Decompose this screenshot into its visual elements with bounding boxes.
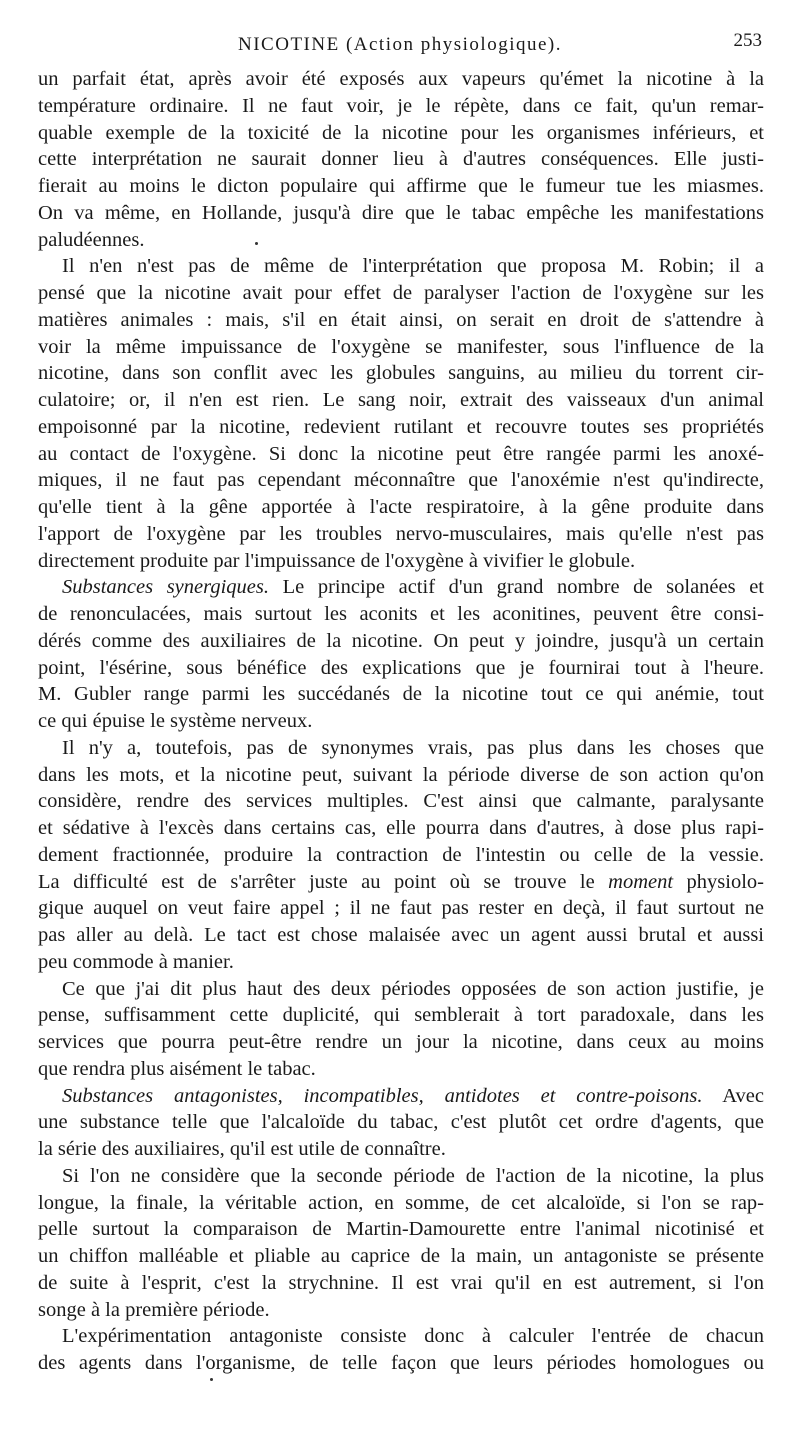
italic-word: moment [608,870,674,893]
line-text: fierait au moins le dicton populaire qui affirme que le fumeur tue les miasmes. [38,175,764,197]
page-number: 253 [733,30,762,51]
line-text: Le principe actif d'un grand nombre de solanées et [269,576,764,599]
text-line [38,385,764,415]
line-text: pas aller au delà. Le tact est chose malaisée avec un agent aussi brutal et aussi [38,924,764,946]
line-text: Si l'on ne considère que la seconde période de l'action de la nicotine, la plus [62,1164,764,1187]
line-text: directement produite par l'impuissance de l'oxygène à vivifier le globule. [38,549,636,572]
text-line [38,492,764,522]
text-line [38,64,764,94]
line-text: pensé que la nicotine avait pour effet de paralyser l'action de l'oxygène sur les [38,282,764,304]
line-text: empoisonné par la nicotine, redevient rutilant et recouvre toutes ses propriétés [38,415,764,438]
line-text: Avec [702,1084,764,1107]
text-line [38,198,764,228]
text-line [38,1054,764,1084]
text-line [38,1268,764,1298]
line-text: cette interprétation ne saurait donner lieu à d'autres conséquences. Elle justi- [38,148,764,171]
text-line [38,546,764,576]
line-text: des agents dans l'organisme, de telle façon que leurs périodes homologues ou [38,1352,764,1374]
running-head [0,30,800,60]
line-text: On va même, en Hollande, jusqu'à dire que le tabac empêche les manifestations [38,201,764,224]
line-text: de suite à l'esprit, c'est la strychnine. Il est vrai qu'il en est autrement, si l'on [38,1271,764,1294]
text-line [62,733,764,763]
text-line [62,1321,764,1351]
text-line [38,599,764,629]
text-line [38,626,764,656]
text-line [38,1188,764,1218]
line-text: considère, rendre des services multiples. C'est ainsi que calmante, paralysante [38,790,764,813]
text-line [38,171,764,201]
line-text: que rendra plus aisément le tabac. [38,1057,316,1080]
line-text: Il n'y a, toutefois, pas de synonymes vrais, pas plus dans les choses que [62,736,764,759]
text-line [62,1161,764,1191]
line-text: la série des auxiliaires, qu'il est utile de connaître. [38,1138,446,1160]
line-text: dérés comme des auxiliaires de la nicotine. On peut y joindre, jusqu'à un certain [38,629,764,652]
line-text: services que pourra peut-être rendre un jour la nicotine, dans ceux au moins [38,1031,764,1053]
line-text: physiolo- [673,870,764,893]
line-text: et sédative à l'excès dans certains cas, elle pourra dans d'autres, à dose plus rapi- [38,817,764,839]
text-line [38,332,764,362]
text-line [38,118,764,148]
text-line [38,920,764,950]
line-text: miques, il ne faut pas cependant méconnaître que l'anoxémie n'est qu'indirecte, [38,469,764,492]
line-text: L'expérimentation antagoniste consiste donc à calculer l'entrée de chacun [62,1325,764,1348]
line-text: quable exemple de la toxicité de la nicotine pour les organismes inférieurs, et [38,121,764,144]
text-line [38,412,764,442]
text-line [38,278,764,308]
text-line [38,1027,764,1057]
line-text: un parfait état, après avoir été exposés aux vapeurs qu'émet la nicotine à la [38,68,764,90]
line-text: matières animales : mais, s'il en était ainsi, on serait en droit de s'attendre à [38,308,764,331]
running-title: NICOTINE (Action physiologique). [238,34,562,55]
ink-speck [255,242,258,245]
text-line [38,225,764,255]
line-text: qu'elle tient à la gêne apportée à l'acte respiratoire, à la gêne produite dans [38,496,764,518]
italic-heading: Substances synergiques. [62,576,269,599]
line-text: Il n'en n'est pas de même de l'interprétation que proposa M. Robin; il a [62,255,764,278]
text-line [38,840,764,870]
line-text: peu commode à manier. [38,950,234,973]
line-text: M. Gubler range parmi les succédanés de la nicotine tout ce qui anémie, tout [38,683,764,706]
line-text: une substance telle que l'alcaloïde du tabac, c'est plutôt cet ordre d'agents, que [38,1111,764,1134]
line-text: pelle surtout la comparaison de Martin-Damourette entre l'animal nicotinisé et [38,1218,764,1241]
text-line [38,1214,764,1244]
text-line [38,1134,764,1164]
text-line [38,893,764,923]
text-line [62,974,764,1004]
text-line [38,358,764,388]
line-text: paludéennes. [38,228,145,251]
text-line [38,760,764,790]
line-text: au contact de l'oxygène. Si donc la nicotine peut être rangée parmi les anoxé- [38,442,764,465]
ink-speck [210,1378,213,1381]
line-text: voir la même impuissance de l'oxygène se manifester, sous l'influence de la [38,335,764,358]
text-line [38,653,764,683]
text-line [38,305,764,335]
text-line [62,572,764,602]
text-line [38,786,764,816]
text-line [38,813,764,843]
text-line [38,1295,764,1325]
line-text: de renonculacées, mais surtout les aconits et les aconitines, peuvent être consi- [38,603,764,625]
italic-heading: Substances antagonistes, incompatibles, antidotes et contre-poisons. [62,1084,703,1107]
text-line [62,1081,764,1111]
line-text: un chiffon malléable et pliable au caprice de la main, un antagoniste se présente [38,1245,764,1267]
text-line [38,947,764,977]
line-text: dement fractionnée, produire la contraction de l'intestin ou celle de la vessie. [38,843,764,866]
line-text: nicotine, dans son conflit avec les globules sanguins, au milieu du torrent cir- [38,362,764,385]
line-text: pense, suffisamment cette duplicité, qui semblerait à tort paradoxale, dans les [38,1004,764,1027]
text-line [38,465,764,495]
line-text: longue, la finale, la véritable action, en somme, de cet alcaloïde, si l'on se rap- [38,1191,764,1214]
line-text: ce qui épuise le système nerveux. [38,710,313,732]
text-line [62,251,764,281]
text-line [38,144,764,174]
text-line [38,1000,764,1030]
text-line [38,1241,764,1271]
line-text: point, l'ésérine, sous bénéfice des explications que je fournirai tout à l'heure. [38,656,764,679]
line-text: songe à la première période. [38,1298,270,1321]
text-line [38,867,764,897]
line-text: l'apport de l'oxygène par les troubles nervo-musculaires, mais qu'elle n'est pas [38,522,764,545]
text-line [38,439,764,469]
text-line [38,519,764,549]
text-line [38,1348,764,1378]
line-text: gique auquel on veut faire appel ; il ne faut pas rester en deçà, il faut surtout ne [38,897,764,920]
line-text: culatoire; or, il n'en est rien. Le sang noir, extrait des vaisseaux d'un animal [38,389,764,411]
line-text: La difficulté est de s'arrêter juste au point où se trouve le [38,870,609,893]
line-text: température ordinaire. Il ne faut voir, je le répète, dans ce fait, qu'un remar- [38,94,764,117]
line-text: Ce que j'ai dit plus haut des deux périodes opposées de son action justifie, je [62,977,764,1000]
text-line [38,706,764,736]
text-line [38,1107,764,1137]
line-text: dans les mots, et la nicotine peut, suivant la période diverse de son action qu'on [38,763,764,786]
text-line [38,679,764,709]
text-line [38,91,764,121]
